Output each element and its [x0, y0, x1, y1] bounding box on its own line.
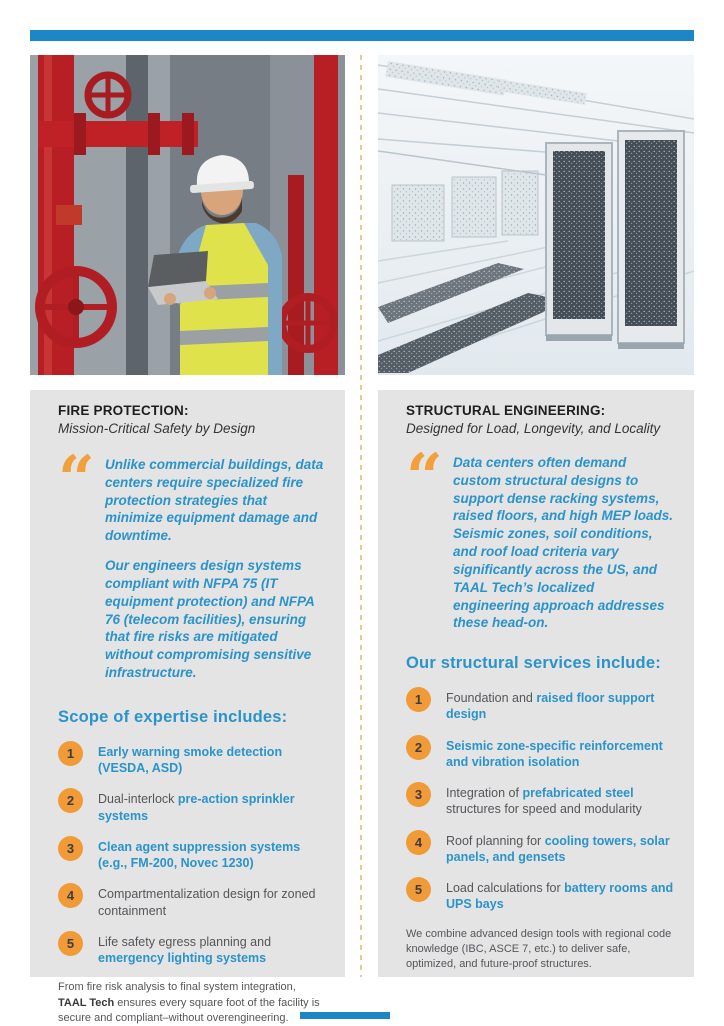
bottom-accent-bar	[300, 1012, 390, 1019]
list-item-text	[446, 782, 674, 818]
fire-protection-panel	[30, 390, 345, 1025]
text-segment: battery rooms and UPS bays	[446, 881, 674, 912]
structural-engineering-quote	[406, 440, 674, 644]
structural-engineering-title: STRUCTURAL ENGINEERING:	[406, 403, 606, 418]
list-item-text	[98, 836, 325, 872]
list-number-badge: 2	[58, 788, 83, 813]
fire-protection-subtitle: Mission-Critical Safety by Design	[58, 421, 256, 436]
quote-paragraph: Data centers often demand custom structural designs to support dense racking systems, raised floors, and high MEP loads. Seismic zones, soil conditions, and roof load criteria vary significantly across the US, and TAAL Tech’s localized engineering approach addresses these head-on.	[453, 455, 674, 631]
list-item-text	[446, 830, 674, 866]
text-segment: Early warning smoke detection (VESDA, ASD)	[98, 744, 283, 775]
text-segment: pre-action sprinkler systems	[98, 792, 295, 823]
structural-engineering-column	[378, 55, 694, 977]
column-dashed-divider	[360, 55, 362, 977]
quote-paragraphs	[105, 456, 325, 694]
list-item	[58, 788, 325, 824]
fire-protection-photo	[30, 55, 345, 375]
data-center-illustration	[378, 55, 694, 375]
fire-pipes-worker-illustration	[30, 55, 345, 375]
data-center-blueprint-image	[378, 55, 694, 375]
list-item	[406, 830, 674, 866]
text-segment: ensures every square foot of the facility is secure and compliant–without overengineering.	[58, 996, 320, 1025]
list-number-badge: 3	[406, 782, 431, 807]
list-number-badge: 1	[58, 741, 83, 766]
list-item	[406, 782, 674, 818]
list-number-badge: 4	[58, 883, 83, 908]
text-segment: Seismic zone-specific reinforcement and vibration isolation	[446, 738, 663, 769]
list-item	[58, 836, 325, 872]
text-segment: Dual-interlock	[98, 792, 178, 807]
text-segment: Roof planning for	[446, 833, 545, 848]
text-segment: prefabricated steel	[522, 786, 634, 801]
structural-engineering-footer	[406, 927, 674, 973]
text-segment: We combine advanced design tools with regional code knowledge (IBC, ASCE 7, etc.) to deliver safe, optimized, and future-proof structures.	[406, 927, 672, 971]
text-segment: Clean agent suppression systems (e.g., FM-200, Novec 1230)	[98, 839, 301, 870]
text-segment: TAAL Tech	[58, 996, 115, 1009]
text-segment: Load calculations for	[446, 881, 565, 896]
text-segment: From fire risk analysis to final system integration,	[58, 981, 296, 994]
fire-protection-quote	[58, 442, 325, 694]
list-number-badge: 3	[58, 836, 83, 861]
structural-services-list	[406, 687, 674, 913]
list-item-text	[98, 931, 325, 967]
list-item-text	[98, 883, 325, 919]
list-item	[406, 687, 674, 723]
scope-heading: Scope of expertise includes:	[58, 707, 288, 726]
list-number-badge: 4	[406, 830, 431, 855]
text-segment: emergency lighting systems	[98, 951, 267, 965]
list-item-text	[446, 735, 674, 771]
list-item-text	[446, 687, 674, 723]
text-segment: Compartmentalization design for zoned containment	[98, 887, 316, 918]
list-item	[58, 883, 325, 919]
list-number-badge: 2	[406, 735, 431, 760]
quote-icon: “	[58, 442, 95, 517]
quote-paragraphs	[453, 454, 674, 644]
list-item	[406, 735, 674, 771]
list-number-badge: 1	[406, 687, 431, 712]
list-item-text	[98, 741, 325, 777]
quote-paragraph: Unlike commercial buildings, data centers require specialized fire protection strategies that minimize equipment damage and downtime.	[105, 457, 324, 544]
quote-paragraph: Our engineers design systems compliant with NFPA 75 (IT equipment protection) and NFPA 76 (telecom facilities), ensuring that fire risks are mitigated without compromising sensitive infrastructure.	[105, 558, 315, 680]
list-item	[406, 877, 674, 913]
list-item	[58, 741, 325, 777]
fire-protection-title: FIRE PROTECTION:	[58, 403, 189, 418]
quote-icon: “	[406, 440, 443, 515]
fire-protection-list	[58, 741, 325, 967]
list-number-badge: 5	[406, 877, 431, 902]
list-item-text	[446, 877, 674, 913]
fire-protection-column	[30, 55, 345, 1025]
structural-engineering-panel	[378, 390, 694, 977]
list-item	[58, 931, 325, 967]
services-heading: Our structural services include:	[406, 654, 661, 673]
text-segment: Integration of	[446, 786, 523, 801]
list-item-text	[98, 788, 325, 824]
text-segment: raised floor support design	[446, 691, 655, 722]
text-segment: Life safety egress planning and	[98, 934, 272, 949]
top-accent-bar	[30, 30, 694, 41]
structural-engineering-subtitle: Designed for Load, Longevity, and Locality	[406, 421, 661, 436]
text-segment: cooling towers, solar panels, and gensets	[446, 833, 670, 864]
text-segment: Foundation and	[446, 691, 537, 706]
list-number-badge: 5	[58, 931, 83, 956]
fire-protection-footer	[58, 980, 325, 1026]
text-segment: structures for speed and modularity	[446, 802, 642, 817]
